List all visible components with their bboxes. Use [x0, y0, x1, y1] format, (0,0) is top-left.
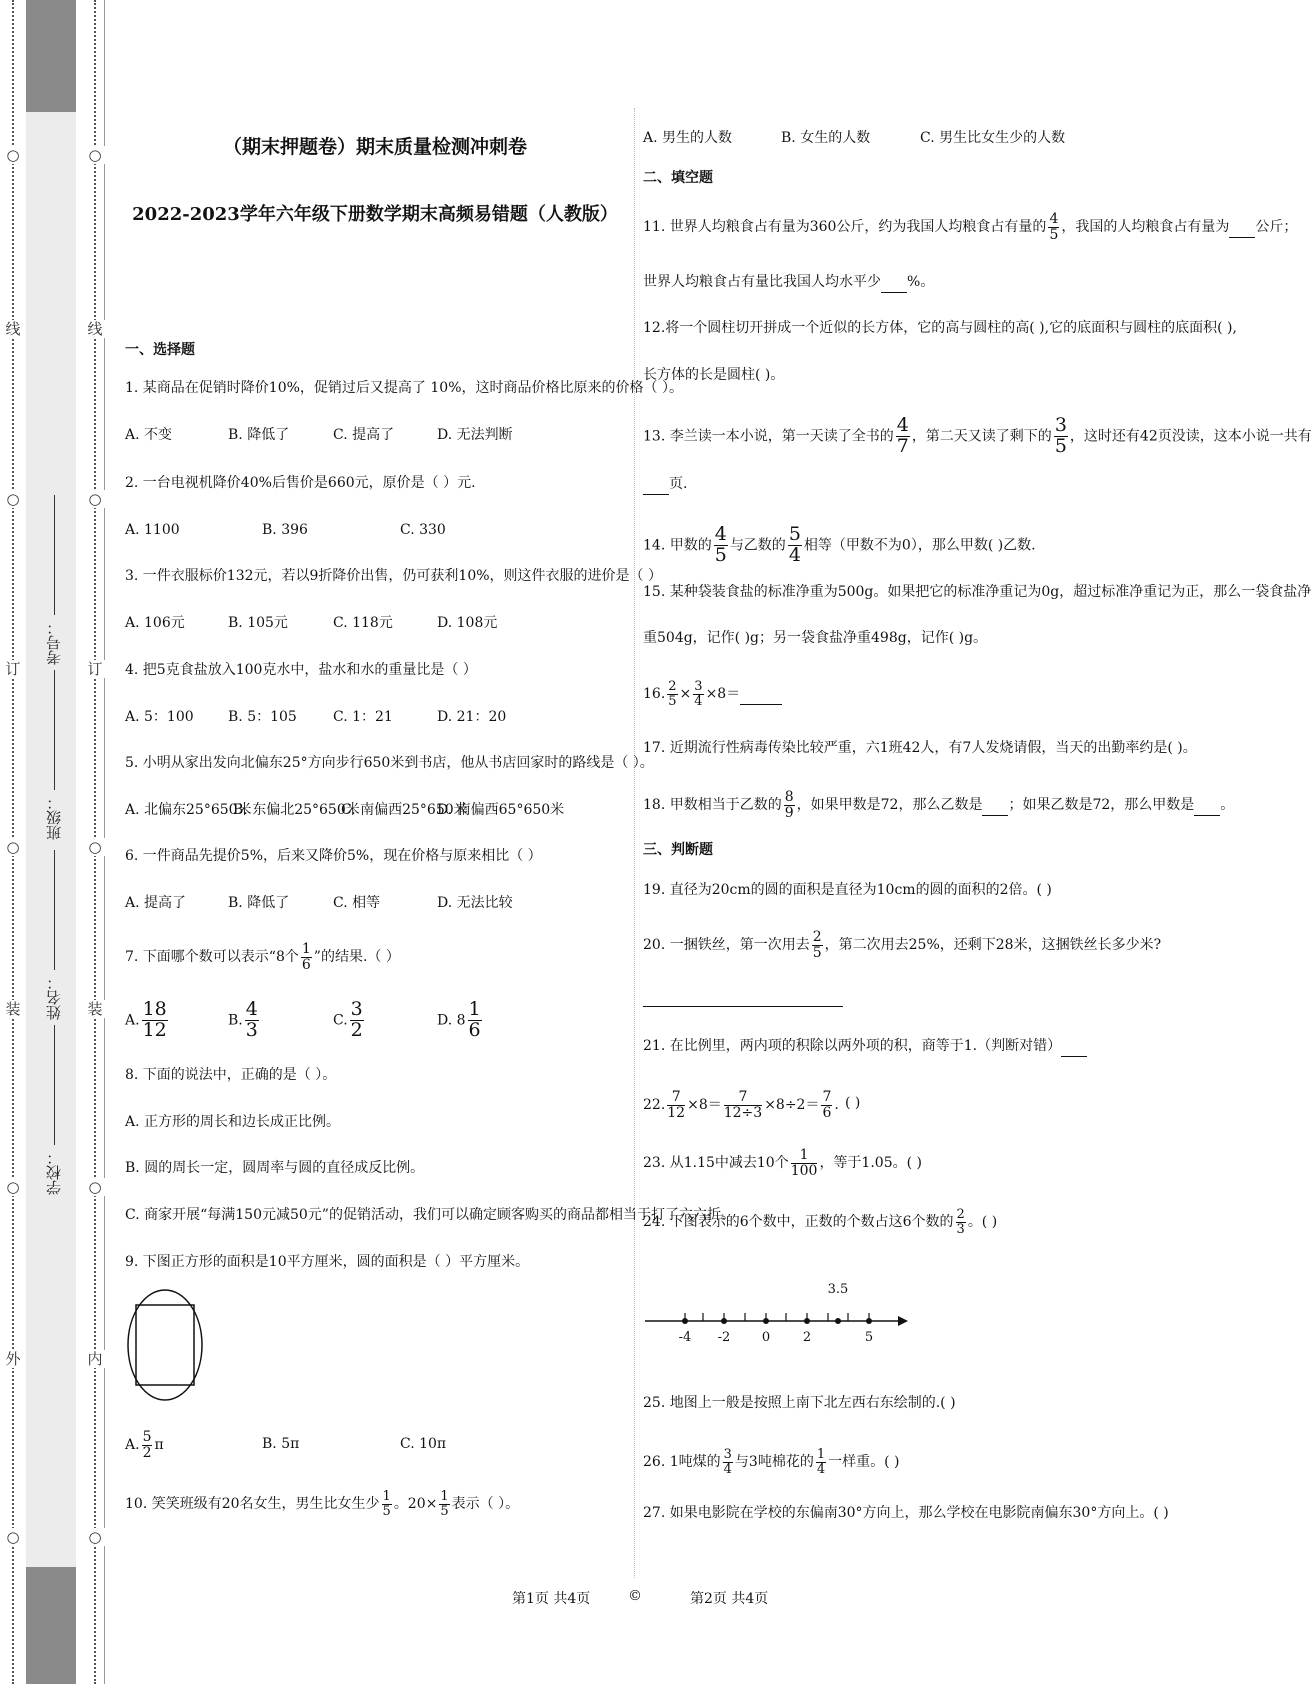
option[interactable]: C. 提高了 — [333, 427, 395, 443]
fraction: $\frac{7}{6}$ — [822, 1089, 832, 1121]
section-choice: 一、选择题 — [125, 342, 195, 358]
fraction: $\frac{1}{100}$ — [790, 1147, 818, 1179]
question-1: 1. 某商品在促销时降价10%，促销过后又提高了 10%，这时商品价格比原来的价格（ ）。 — [125, 380, 683, 396]
question-14: 14. 甲数的 $\frac{4}{5}$ 与乙数的 $\frac{5}{4}$ 相等（甲数不为0），那么甲数( )乙数. — [643, 523, 1036, 566]
question-19: 19. 直径为20cm的圆的面积是直径为10cm的圆的面积的2倍。( ) — [643, 882, 1052, 898]
exam-subtitle: 2022-2023学年六年级下册数学期末高频易错题（人教版） — [132, 204, 618, 225]
option[interactable]: A. $\frac{18}{12}$ — [125, 998, 167, 1041]
question-8: 8. 下面的说法中，正确的是（ ）。 — [125, 1067, 337, 1083]
gray-block-bottom — [26, 1567, 76, 1684]
number-line — [640, 1275, 910, 1355]
outer-circle-mark: ○ — [3, 490, 23, 508]
inner-circle-mark: ○ — [85, 490, 105, 508]
fraction: $\frac{3}{4}$ — [694, 679, 703, 709]
outer-word-line: 线 — [3, 320, 23, 338]
circle-square-figure — [125, 1285, 205, 1405]
fraction: $\frac{7}{12}$ — [667, 1089, 686, 1121]
inner-word-line: 线 — [85, 320, 105, 338]
field-exam-number-line[interactable] — [54, 495, 55, 615]
fraction: $\frac{4}{3}$ — [245, 998, 258, 1041]
tick-label: 2 — [802, 1330, 812, 1345]
question-12-cont: 长方体的长是圆柱( )。 — [643, 367, 785, 383]
fraction: $\frac{7}{12\div 3}$ — [723, 1089, 763, 1121]
option[interactable]: A. 北偏东25°650米 — [125, 802, 252, 818]
question-18: 18. 甲数相当于乙数的 $\frac{8}{9}$ ，如果甲数是72，那么乙数是 ；如果乙数是72，那么甲数是 。 — [643, 789, 1235, 821]
question-11: 11. 世界人均粮食占有量为360公斤，约为我国人均粮食占有量的 $\frac{4}{5}$ ，我国的人均粮食占有量为 公斤； — [643, 211, 1298, 243]
outer-circle-mark: ○ — [3, 1528, 23, 1546]
question-10: 10. 笑笑班级有20名女生，男生比女生少 $\frac{1}{5}$ 。20× $\frac{1}{5}$ 表示（ ）。 — [125, 1489, 520, 1519]
fraction: $\frac{4}{5}$ — [714, 523, 727, 566]
inner-circle-mark: ○ — [85, 838, 105, 856]
field-school-label: 学校： — [45, 1150, 63, 1195]
inner-word-order: 订 — [85, 660, 105, 678]
question-22: 22. $\frac{7}{12}$ ×8＝ $\frac{7}{12\div 3}$ ×8÷2＝ $\frac{7}{6}$ . — [643, 1089, 839, 1121]
option[interactable]: C. 330 — [400, 522, 446, 538]
option[interactable]: C. 10π — [400, 1436, 447, 1452]
question-22-bracket: ( ) — [845, 1095, 861, 1111]
answer-blank[interactable] — [1061, 1036, 1087, 1057]
fraction: $\frac{1}{5}$ — [382, 1489, 391, 1519]
answer-blank[interactable] — [740, 684, 782, 705]
option[interactable]: B. $\frac{4}{3}$ — [228, 998, 258, 1041]
answer-line[interactable] — [643, 1006, 843, 1007]
question-26: 26. 1吨煤的 $\frac{3}{4}$ 与3吨棉花的 $\frac{1}{4}$ 一样重。( ) — [643, 1447, 900, 1477]
outer-circle-mark: ○ — [3, 1178, 23, 1196]
option[interactable]: C. 118元 — [333, 615, 393, 631]
tick-label: 0 — [761, 1330, 771, 1345]
option[interactable]: B. 105元 — [228, 615, 288, 631]
fraction: $\frac{1}{5}$ — [440, 1489, 449, 1519]
option[interactable]: C. 男生比女生少的人数 — [920, 130, 1066, 146]
fraction: $\frac{5}{2}$ — [142, 1429, 152, 1461]
page-number-right: 第2页 共4页 — [690, 1591, 769, 1607]
option[interactable]: B. 5：105 — [228, 709, 297, 725]
inner-circle-mark: ○ — [85, 1528, 105, 1546]
option[interactable]: C. 南偏西25°650米 — [341, 802, 468, 818]
option[interactable]: B. 东偏北25°650米 — [233, 802, 360, 818]
fraction: $\frac{2}{3}$ — [956, 1207, 965, 1237]
question-13-cont: 页. — [643, 474, 687, 495]
fraction: $\frac{1}{6}$ — [301, 941, 311, 973]
option[interactable]: C. 1：21 — [333, 709, 393, 725]
question-4: 4. 把5克食盐放入100克水中，盐水和水的重量比是（ ） — [125, 662, 477, 678]
answer-blank[interactable] — [643, 474, 669, 495]
field-exam-number-label: 考号： — [45, 620, 63, 665]
question-6: 6. 一件商品先提价5%，后来又降价5%，现在价格与原来相比（ ） — [125, 848, 542, 864]
option[interactable]: C. $\frac{3}{2}$ — [333, 998, 363, 1041]
option[interactable]: C. 相等 — [333, 895, 381, 911]
option[interactable]: C. 商家开展“每满150元减50元”的促销活动，我们可以确定顾客购买的商品都相当于打了六六折。 — [125, 1207, 735, 1223]
option[interactable]: B. 女生的人数 — [781, 130, 871, 146]
option[interactable]: B. 降低了 — [228, 427, 290, 443]
question-27: 27. 如果电影院在学校的东偏南30°方向上，那么学校在电影院南偏东30°方向上。( ) — [643, 1505, 1169, 1521]
option[interactable]: B. 圆的周长一定，圆周率与圆的直径成反比例。 — [125, 1160, 425, 1176]
fraction: $\frac{8}{9}$ — [784, 789, 794, 821]
inner-word-bind: 装 — [85, 1000, 105, 1018]
question-5: 5. 小明从家出发向北偏东25°方向步行650米到书店，他从书店回家时的路线是（ ）。 — [125, 755, 654, 771]
section-fill: 二、填空题 — [643, 170, 713, 186]
outer-word-bind: 装 — [3, 1000, 23, 1018]
question-15: 15. 某种袋装食盐的标准净重为500g。如果把它的标准净重记为0g，超过标准净重记为正，那么一袋食盐净 — [643, 584, 1312, 600]
question-3: 3. 一件衣服标价132元，若以9折降价出售，仍可获利10%，则这件衣服的进价是（ ） — [125, 568, 663, 584]
question-17: 17. 近期流行性病毒传染比较严重，六1班42人，有7人发烧请假，当天的出勤率约是( )。 — [643, 740, 1197, 756]
question-24: 24. 下图表示的6个数中，正数的个数占这6个数的 $\frac{2}{3}$ 。( ) — [643, 1207, 998, 1237]
question-15-cont: 重504g，记作( )g；另一袋食盐净重498g，记作( )g。 — [643, 630, 988, 646]
option[interactable]: D. 无法比较 — [437, 895, 513, 911]
exam-title: （期末押题卷）期末质量检测冲刺卷 — [222, 136, 527, 158]
outer-word-order: 订 — [3, 660, 23, 678]
outer-circle-mark: ○ — [3, 838, 23, 856]
option[interactable]: A. 1100 — [125, 522, 180, 538]
tick-label: -2 — [717, 1330, 731, 1345]
section-judge: 三、判断题 — [643, 842, 713, 858]
tick-label: 5 — [864, 1330, 874, 1345]
outer-word-outside: 外 — [3, 1350, 23, 1368]
field-class-label: 班级： — [45, 795, 63, 840]
question-21: 21. 在比例里，两内项的积除以两外项的积，商等于1.（判断对错） — [643, 1036, 1087, 1057]
question-23: 23. 从1.15中减去10个 $\frac{1}{100}$ ，等于1.05。( ) — [643, 1147, 922, 1179]
fraction: $\frac{3}{5}$ — [1054, 414, 1067, 457]
page-number-left: 第1页 共4页 — [512, 1591, 591, 1607]
option[interactable]: D. 无法判断 — [437, 427, 513, 443]
inner-word-inside: 内 — [85, 1350, 105, 1368]
outer-circle-mark: ○ — [3, 146, 23, 164]
answer-blank[interactable] — [982, 795, 1008, 816]
answer-blank[interactable] — [881, 272, 907, 293]
fraction: $\frac{4}{5}$ — [1049, 211, 1059, 243]
question-20: 20. 一捆铁丝，第一次用去 $\frac{2}{5}$ ，第二次用去25%，还剩下28米，这捆铁丝长多少米? — [643, 929, 1162, 961]
fraction: $\frac{1}{6}$ — [468, 998, 481, 1041]
option[interactable]: D. 8 $\frac{1}{6}$ — [437, 998, 481, 1041]
question-11-cont: 世界人均粮食占有量比我国人均水平少 %。 — [643, 272, 934, 293]
option[interactable]: A. 不变 — [125, 427, 173, 443]
field-name-label: 姓名： — [45, 975, 63, 1020]
option[interactable]: A. 5：100 — [125, 709, 194, 725]
fraction: $\frac{1}{4}$ — [816, 1447, 826, 1477]
copyright-mark: © — [628, 1588, 642, 1604]
inner-circle-mark: ○ — [85, 146, 105, 164]
fraction: $\frac{4}{7}$ — [896, 414, 909, 457]
fraction: $\frac{2}{5}$ — [668, 679, 677, 709]
field-name-line[interactable] — [54, 850, 55, 970]
tick-label: 3.5 — [827, 1282, 849, 1297]
option[interactable]: D. 108元 — [437, 615, 498, 631]
tick-label: -4 — [678, 1330, 692, 1345]
inner-circle-mark: ○ — [85, 1178, 105, 1196]
option[interactable]: B. 5π — [262, 1436, 300, 1452]
option[interactable]: A. $\frac{5}{2}$ π — [125, 1429, 164, 1461]
field-class-line[interactable] — [54, 670, 55, 790]
question-9: 9. 下图正方形的面积是10平方厘米，圆的面积是（ ）平方厘米。 — [125, 1254, 530, 1270]
answer-blank[interactable] — [1194, 795, 1220, 816]
question-16: 16. $\frac{2}{5}$ × $\frac{3}{4}$ ×8＝ — [643, 680, 782, 708]
fraction: $\frac{3}{2}$ — [350, 998, 363, 1041]
gray-block-top — [26, 0, 76, 112]
field-school-line[interactable] — [54, 1025, 55, 1145]
answer-blank[interactable] — [1229, 217, 1255, 238]
option[interactable]: D. 21：20 — [437, 709, 507, 725]
fraction: $\frac{18}{12}$ — [142, 998, 167, 1041]
option[interactable]: A. 正方形的周长和边长成正比例。 — [125, 1114, 341, 1130]
question-2: 2. 一台电视机降价40%后售价是660元，原价是（ ）元. — [125, 475, 476, 491]
option[interactable]: A. 106元 — [125, 615, 185, 631]
option[interactable]: B. 降低了 — [228, 895, 290, 911]
option[interactable]: B. 396 — [262, 522, 308, 538]
fraction: $\frac{5}{4}$ — [788, 523, 801, 566]
question-12: 12.将一个圆柱切开拼成一个近似的长方体，它的高与圆柱的高( ),它的底面积与圆柱的底面积( ), — [643, 320, 1237, 336]
question-13: 13. 李兰读一本小说，第一天读了全书的 $\frac{4}{7}$ ，第二天又读了剩下的 $\frac{3}{5}$ ，这时还有42页没读，这本小说一共有 — [643, 414, 1312, 457]
question-25: 25. 地图上一般是按照上南下北左西右东绘制的.( ) — [643, 1395, 956, 1411]
fraction: $\frac{3}{4}$ — [723, 1447, 732, 1477]
column-divider — [634, 108, 635, 1578]
option[interactable]: A. 提高了 — [125, 895, 187, 911]
question-7: 7. 下面哪个数可以表示“8个 $\frac{1}{6}$ ”的结果.（ ） — [125, 941, 400, 973]
option[interactable]: D. 南偏西65°650米 — [437, 802, 565, 818]
fraction: $\frac{2}{5}$ — [812, 929, 822, 961]
option[interactable]: A. 男生的人数 — [643, 130, 733, 146]
